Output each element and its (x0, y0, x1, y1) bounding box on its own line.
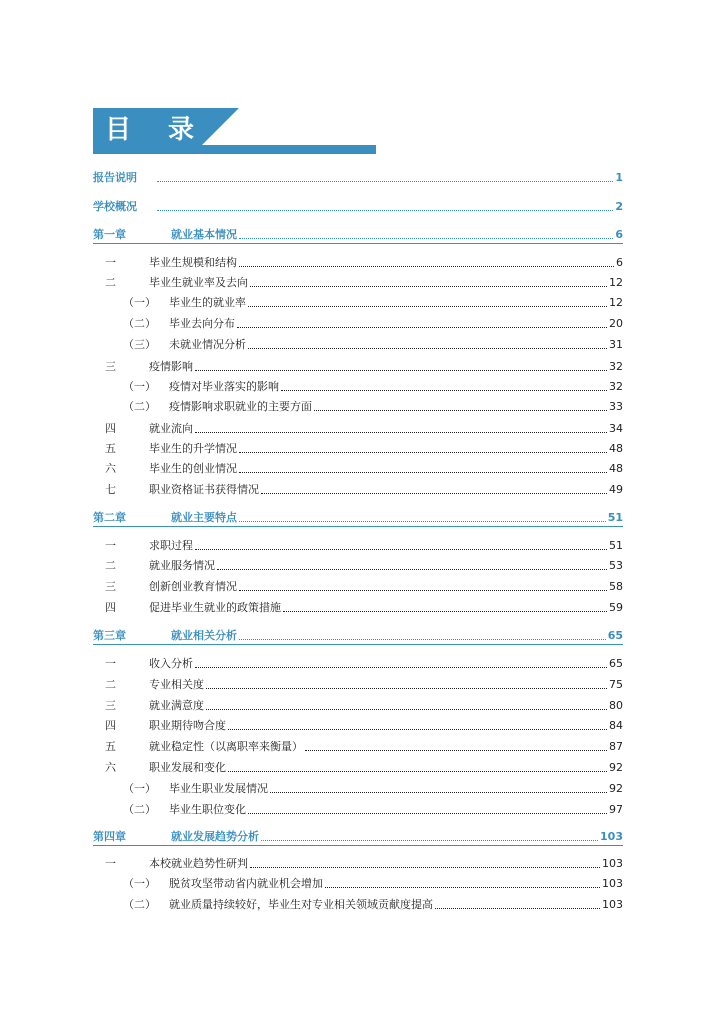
toc-entry-row[interactable] (93, 356, 623, 374)
toc-entry-title: 就业稳定性（以离职率来衡量） (149, 740, 303, 753)
toc-leader-dots (314, 410, 607, 411)
toc-entry-number: 二 (105, 678, 116, 691)
toc-page-number: 51 (609, 539, 623, 552)
toc-entry-row[interactable] (93, 674, 623, 692)
toc-entry-number: （二） (123, 898, 156, 911)
chapter-divider (93, 526, 623, 527)
page-title: 目 录 (105, 115, 209, 145)
toc-entry-title: 职业资格证书获得情况 (149, 483, 259, 496)
toc-entry-title: 职业发展和变化 (149, 761, 226, 774)
toc-entry-number: （二） (123, 317, 156, 330)
toc-page-number: 6 (615, 228, 623, 241)
toc-entry-row[interactable] (93, 715, 623, 733)
toc-page-number: 12 (609, 296, 623, 309)
toc-page-number: 2 (615, 200, 623, 213)
toc-entry-row[interactable] (93, 853, 623, 871)
toc-entry-title: 就业服务情况 (149, 559, 215, 572)
toc-entry-title: 就业质量持续较好，毕业生对专业相关领域贡献度提高 (169, 898, 433, 911)
toc-entry-number: 四 (105, 601, 116, 614)
toc-entry-number: 第三章 (93, 629, 126, 642)
toc-leader-dots (261, 493, 607, 494)
toc-entry-number: 六 (105, 462, 116, 475)
toc-entry-number: 七 (105, 483, 116, 496)
toc-leader-dots (195, 370, 607, 371)
toc-entry-number: 五 (105, 442, 116, 455)
toc-entry-number: 四 (105, 422, 116, 435)
toc-entry-number: （一） (123, 296, 156, 309)
toc-entry-title: 疫情影响 (149, 360, 193, 373)
toc-entry-number: 二 (105, 559, 116, 572)
toc-leader-dots (435, 908, 600, 909)
toc-leader-dots (250, 867, 600, 868)
toc-page-number: 103 (602, 877, 623, 890)
toc-entry-number: 一 (105, 256, 116, 269)
toc-page-number: 58 (609, 580, 623, 593)
toc-chapter-row[interactable] (93, 507, 623, 525)
toc-leader-dots (239, 238, 613, 239)
toc-entry-title: 创新创业教育情况 (149, 580, 237, 593)
toc-leader-dots (248, 813, 607, 814)
toc-entry-title: 就业相关分析 (171, 629, 237, 642)
toc-entry-title: 学校概况 (93, 200, 137, 213)
toc-entry-row[interactable] (93, 778, 623, 796)
toc-page-number: 103 (602, 857, 623, 870)
toc-leader-dots (157, 181, 613, 182)
toc-entry-title: 毕业生的创业情况 (149, 462, 237, 475)
toc-entry-number: 四 (105, 719, 116, 732)
toc-leader-dots (305, 750, 607, 751)
toc-page-number: 87 (609, 740, 623, 753)
toc-entry-title: 报告说明 (93, 171, 137, 184)
toc-entry-title: 就业基本情况 (171, 228, 237, 241)
toc-leader-dots (239, 590, 607, 591)
toc-entry-title: 职业期待吻合度 (149, 719, 226, 732)
toc-page-number: 6 (616, 256, 623, 269)
toc-entry-row[interactable] (93, 418, 623, 436)
toc-entry-number: 二 (105, 276, 116, 289)
toc-entry-row[interactable] (93, 479, 623, 497)
toc-entry-title: 专业相关度 (149, 678, 204, 691)
toc-page-number: 51 (607, 511, 623, 524)
toc-leader-dots (283, 611, 607, 612)
toc-page-number: 103 (602, 898, 623, 911)
toc-page-number: 75 (609, 678, 623, 691)
toc-leader-dots (228, 771, 607, 772)
toc-entry-row[interactable] (93, 334, 623, 352)
toc-entry-number: 三 (105, 699, 116, 712)
toc-entry-number: 一 (105, 857, 116, 870)
toc-leader-dots (248, 348, 607, 349)
toc-page-number: 53 (609, 559, 623, 572)
toc-entry-title: 疫情对毕业落实的影响 (169, 380, 279, 393)
toc-leader-dots (239, 266, 614, 267)
toc-leader-dots (239, 521, 606, 522)
toc-entry-number: 五 (105, 740, 116, 753)
toc-page-number: 48 (609, 442, 623, 455)
toc-leader-dots (281, 390, 607, 391)
toc-page-number: 84 (609, 719, 623, 732)
toc-entry-number: （三） (123, 338, 156, 351)
toc-entry-title: 毕业生的就业率 (169, 296, 246, 309)
toc-leader-dots (228, 729, 607, 730)
toc-leader-dots (248, 306, 607, 307)
toc-entry-title: 脱贫攻坚带动省内就业机会增加 (169, 877, 323, 890)
chapter-divider (93, 243, 623, 244)
toc-page-number: 97 (609, 803, 623, 816)
toc-entry-row[interactable] (93, 736, 623, 754)
toc-entry-title: 未就业情况分析 (169, 338, 246, 351)
toc-entry-row[interactable] (93, 292, 623, 310)
toc-page-number: 65 (607, 629, 623, 642)
toc-entry-row[interactable] (93, 873, 623, 891)
toc-leader-dots (206, 688, 607, 689)
toc-page-number: 12 (609, 276, 623, 289)
toc-leader-dots (195, 432, 607, 433)
toc-entry-title: 毕业生规模和结构 (149, 256, 237, 269)
toc-entry-title: 毕业生职业发展情况 (169, 782, 268, 795)
toc-entry-number: （一） (123, 380, 156, 393)
toc-entry-number: 三 (105, 360, 116, 373)
toc-entry-title: 就业流向 (149, 422, 193, 435)
toc-entry-number: （二） (123, 803, 156, 816)
toc-page-number: 33 (609, 400, 623, 413)
toc-leader-dots (217, 569, 607, 570)
toc-leader-dots (250, 286, 607, 287)
toc-page-number: 31 (609, 338, 623, 351)
toc-page-number: 92 (609, 761, 623, 774)
toc-entry-number: （二） (123, 400, 156, 413)
toc-leader-dots (237, 327, 607, 328)
toc-entry-row[interactable] (93, 272, 623, 290)
toc-entry-number: 第四章 (93, 830, 126, 843)
toc-entry-title: 毕业去向分布 (169, 317, 235, 330)
toc-page-number: 65 (609, 657, 623, 670)
toc-entry-title: 毕业生的升学情况 (149, 442, 237, 455)
toc-entry-row[interactable] (93, 576, 623, 594)
toc-entry-row[interactable] (93, 894, 623, 912)
toc-page-number: 49 (609, 483, 623, 496)
toc-entry-row[interactable] (93, 597, 623, 615)
toc-leader-dots (206, 709, 607, 710)
toc-entry-number: 第二章 (93, 511, 126, 524)
toc-entry-title: 促进毕业生就业的政策措施 (149, 601, 281, 614)
toc-page-number: 32 (609, 380, 623, 393)
toc-entry-title: 毕业生就业率及去向 (149, 276, 248, 289)
toc-leader-dots (157, 210, 613, 211)
toc-page-number: 92 (609, 782, 623, 795)
toc-entry-row[interactable] (93, 535, 623, 553)
toc-entry-row[interactable] (93, 438, 623, 456)
toc-entry-title: 疫情影响求职就业的主要方面 (169, 400, 312, 413)
toc-entry-row[interactable] (93, 757, 623, 775)
toc-page-number: 1 (615, 171, 623, 184)
toc-page-number: 48 (609, 462, 623, 475)
toc-chapter-row[interactable] (93, 625, 623, 643)
chapter-divider (93, 845, 623, 846)
toc-page-number: 103 (600, 830, 623, 843)
toc-entry-row[interactable] (93, 555, 623, 573)
toc-entry-title: 就业满意度 (149, 699, 204, 712)
toc-entry-number: 一 (105, 539, 116, 552)
toc-leader-dots (270, 792, 607, 793)
toc-entry-row[interactable] (93, 799, 623, 817)
toc-entry-title: 就业主要特点 (171, 511, 237, 524)
toc-entry-title: 毕业生职位变化 (169, 803, 246, 816)
chapter-divider (93, 644, 623, 645)
toc-entry-row[interactable] (93, 313, 623, 331)
toc-page-number: 20 (609, 317, 623, 330)
toc-entry-number: （一） (123, 782, 156, 795)
toc-entry-number: （一） (123, 877, 156, 890)
toc-page-number: 59 (609, 601, 623, 614)
toc-page-number: 34 (609, 422, 623, 435)
toc-entry-number: 三 (105, 580, 116, 593)
toc-chapter-row[interactable] (93, 167, 623, 185)
toc-entry-number: 六 (105, 761, 116, 774)
toc-leader-dots (239, 472, 607, 473)
toc-entry-title: 求职过程 (149, 539, 193, 552)
toc-chapter-row[interactable] (93, 196, 623, 214)
toc-entry-row[interactable] (93, 653, 623, 671)
toc-page-number: 80 (609, 699, 623, 712)
toc-entry-row[interactable] (93, 396, 623, 414)
toc-entry-title: 收入分析 (149, 657, 193, 670)
toc-header (93, 108, 376, 154)
toc-leader-dots (195, 667, 607, 668)
toc-entry-row[interactable] (93, 376, 623, 394)
toc-leader-dots (239, 639, 606, 640)
toc-chapter-row[interactable] (93, 826, 623, 844)
toc-leader-dots (261, 840, 598, 841)
toc-chapter-row[interactable] (93, 224, 623, 242)
toc-leader-dots (195, 549, 607, 550)
toc-page-number: 32 (609, 360, 623, 373)
toc-entry-row[interactable] (93, 252, 623, 270)
toc-entry-row[interactable] (93, 695, 623, 713)
toc-entry-title: 本校就业趋势性研判 (149, 857, 248, 870)
toc-leader-dots (239, 452, 607, 453)
toc-entry-row[interactable] (93, 458, 623, 476)
toc-entry-title: 就业发展趋势分析 (171, 830, 259, 843)
toc-leader-dots (325, 887, 600, 888)
toc-entry-number: 第一章 (93, 228, 126, 241)
toc-entry-number: 一 (105, 657, 116, 670)
